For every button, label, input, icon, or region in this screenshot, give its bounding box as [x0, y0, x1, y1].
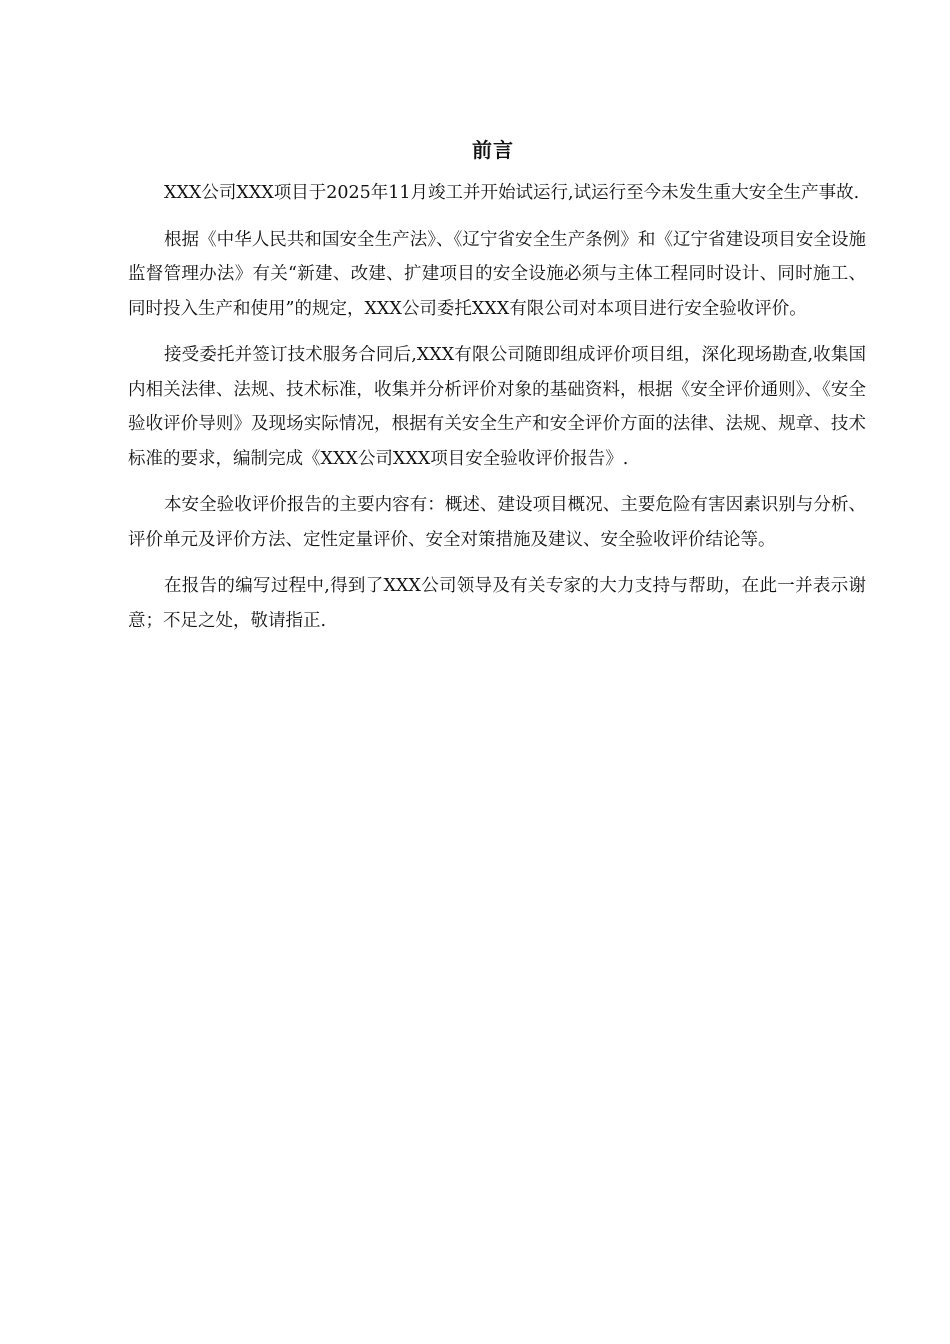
paragraph-5: 在报告的编写过程中,得到了XXX公司领导及有关专家的大力支持与帮助，在此一并表示谢意；不足之处，敬请指正. [128, 576, 866, 631]
document-body [128, 176, 866, 650]
page-title: 前言 [472, 138, 514, 162]
paragraph-1: XXX公司XXX项目于2025年11月竣工并开始试运行,试运行至今未发生重大安全生产事故. [164, 183, 860, 203]
paragraph-3: 接受委托并签订技术服务合同后,XXX有限公司随即组成评价项目组，深化现场勘查,收集国内相关法律、法规、技术标准，收集并分析评价对象的基础资料，根据《安全评价通则》、《安全验收评价导则》及现场实际情况，根据有关安全生产和安全评价方面的法律、法规、规章、技术标准的要求，编制完成《XXX公司XXX项目安全验收评价报告》. [128, 345, 866, 469]
paragraph-2: 根据《中华人民共和国安全生产法》、《辽宁省安全生产条例》和《辽宁省建设项目安全设施监督管理办法》有关“新建、改建、扩建项目的安全设施必须与主体工程同时设计、同时施工、同时投入生产和使用”的规定，XXX公司委托XXX有限公司对本项目进行安全验收评价。 [128, 229, 866, 319]
paragraph-4: 本安全验收评价报告的主要内容有：概述、建设项目概况、主要危险有害因素识别与分析、评价单元及评价方法、定性定量评价、安全对策措施及建议、安全验收评价结论等。 [128, 495, 866, 550]
